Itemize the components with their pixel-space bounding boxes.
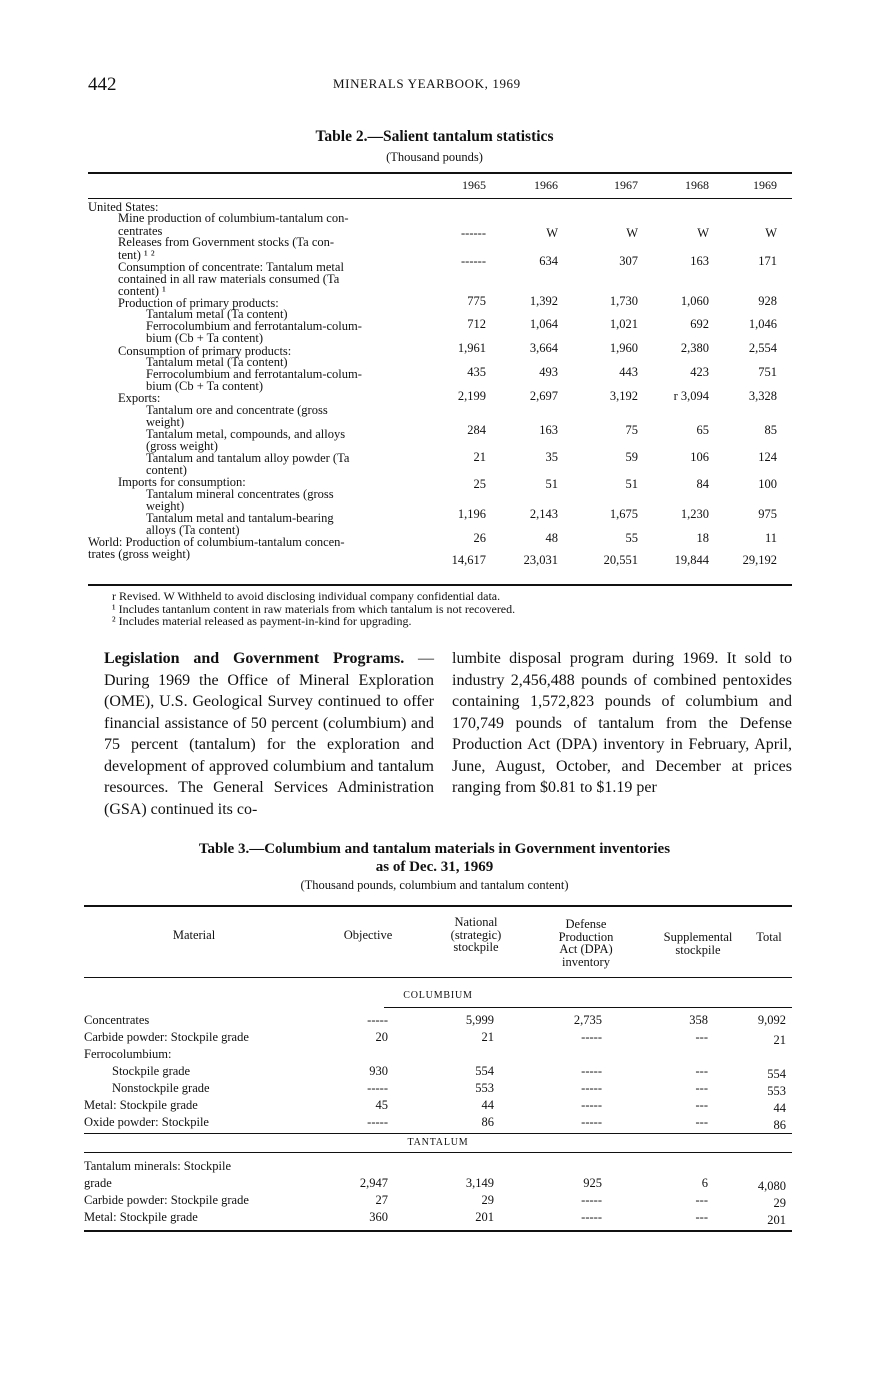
table-rule <box>88 172 792 174</box>
page-number: 442 <box>88 74 117 95</box>
table-cell: 775 <box>467 294 486 308</box>
table-cell: 20 <box>375 1030 388 1044</box>
footnote: ² Includes material released as payment-in-kind for upgrading. <box>112 614 412 628</box>
table-cell: W <box>765 226 777 240</box>
table-cell: 358 <box>689 1013 708 1027</box>
table-row-label: content) <box>146 463 187 477</box>
year-header: 1967 <box>614 178 638 192</box>
table-cell: ----- <box>367 1013 388 1027</box>
table-cell: 554 <box>767 1067 786 1081</box>
table-cell: 55 <box>625 531 638 545</box>
header-line: Supplemental <box>663 930 733 944</box>
table-cell: 163 <box>539 423 558 437</box>
table-cell: 1,730 <box>609 294 638 308</box>
table-row-label: United States: <box>88 200 159 214</box>
table-cell: 19,844 <box>674 553 709 567</box>
table-cell: ----- <box>581 1098 602 1112</box>
year-header: 1966 <box>534 178 558 192</box>
header-line: stockpile <box>453 940 499 954</box>
table-cell: 6 <box>701 1176 708 1190</box>
table-cell: --- <box>695 1081 708 1095</box>
table-cell: 11 <box>764 531 777 545</box>
table-cell: 9,092 <box>757 1013 786 1027</box>
header-line: Defense <box>565 917 607 931</box>
table-cell: 86 <box>481 1115 494 1129</box>
table-cell: 1,021 <box>609 317 638 331</box>
table-cell: 493 <box>539 365 558 379</box>
table-cell: 65 <box>696 423 709 437</box>
table-row-label: Tantalum ore and concentrate (gross <box>146 403 328 417</box>
table-cell: 1,064 <box>529 317 558 331</box>
table-cell: 443 <box>619 365 638 379</box>
table-row-label: alloys (Ta content) <box>146 523 240 537</box>
table-row-label: Mine production of columbium-tantalum con- <box>118 211 349 225</box>
table-cell: --- <box>695 1098 708 1112</box>
table-cell: 29 <box>481 1193 494 1207</box>
table-row-label: Ferrocolumbium and ferrotantalum-colum- <box>146 319 362 333</box>
col-header-material: Material <box>172 928 216 942</box>
table-row-label: Carbide powder: Stockpile grade <box>84 1030 249 1044</box>
table-row-label: Tantalum metal (Ta content) <box>146 355 288 369</box>
table-cell: 423 <box>690 365 709 379</box>
table-cell: --- <box>695 1115 708 1129</box>
table-cell: 18 <box>696 531 709 545</box>
col-header-national <box>430 916 522 954</box>
table-cell: 2,143 <box>529 507 558 521</box>
table-cell: --- <box>695 1193 708 1207</box>
table-row-label: weight) <box>146 499 185 513</box>
table-cell: 2,380 <box>680 341 709 355</box>
table-row-label: Ferrocolumbium: <box>84 1047 172 1061</box>
table-cell: 692 <box>690 317 709 331</box>
table-cell: ----- <box>367 1115 388 1129</box>
table-row-label: Imports for consumption: <box>118 475 246 489</box>
table2-footnotes <box>112 590 515 628</box>
table-cell: 925 <box>583 1176 602 1190</box>
table-cell: 360 <box>369 1210 388 1224</box>
table-cell: 75 <box>625 423 638 437</box>
header-line: inventory <box>562 954 610 969</box>
table-cell: 712 <box>467 317 486 331</box>
table-cell: 20,551 <box>603 553 638 567</box>
col-header-dpa <box>540 918 632 968</box>
table-cell: 2,735 <box>573 1013 602 1027</box>
table-row-label: content) ¹ <box>118 284 166 298</box>
table-row-label: Carbide powder: Stockpile grade <box>84 1193 249 1207</box>
table-cell: 51 <box>625 477 638 491</box>
table-cell: 930 <box>369 1064 388 1078</box>
table-cell: 1,960 <box>609 341 638 355</box>
table-cell: 1,196 <box>457 507 486 521</box>
table-cell: 86 <box>773 1118 786 1132</box>
table-cell: 1,230 <box>680 507 709 521</box>
table-row-label: trates (gross weight) <box>88 547 191 561</box>
table-cell: 44 <box>481 1098 494 1112</box>
table-cell: 44 <box>773 1101 786 1115</box>
table-cell: 553 <box>767 1084 786 1098</box>
table-row-label: Exports: <box>118 391 161 405</box>
table-row-label: Releases from Government stocks (Ta con- <box>118 235 335 249</box>
table-row-label: Stockpile grade <box>112 1064 191 1078</box>
table-cell: 2,199 <box>457 389 486 403</box>
footnote: r Revised. W Withheld to avoid disclosing individual company confidential data. <box>112 589 501 603</box>
table-cell: --- <box>695 1030 708 1044</box>
table3-subtitle: (Thousand pounds, columbium and tantalum content) <box>300 878 569 892</box>
table-row-label: contained in all raw materials consumed (Ta <box>118 272 340 286</box>
table-cell: ----- <box>581 1115 602 1129</box>
table-cell: 29 <box>773 1196 786 1210</box>
table-row-label: Metal: Stockpile grade <box>84 1210 198 1224</box>
table-rule <box>84 977 792 978</box>
table-row-label: Consumption of primary products: <box>118 344 292 358</box>
table-row-label: Tantalum mineral concentrates (gross <box>146 487 334 501</box>
running-head: MINERALS YEARBOOK, 1969 <box>333 76 521 91</box>
table-cell: 751 <box>758 365 777 379</box>
table-cell: --- <box>695 1064 708 1078</box>
table-cell: 124 <box>758 450 777 464</box>
table-cell: 634 <box>539 254 558 268</box>
table-rule <box>384 1007 792 1008</box>
table-cell: 21 <box>773 1033 786 1047</box>
table-cell: 85 <box>764 423 777 437</box>
table-rule <box>84 905 792 907</box>
col-header-supplemental <box>648 931 748 956</box>
table-row-label: World: Production of columbium-tantalum concen- <box>88 535 345 549</box>
table-cell: 1,675 <box>609 507 638 521</box>
table-rule <box>88 198 792 199</box>
table-cell: W <box>546 226 558 240</box>
table-cell: 4,080 <box>757 1179 786 1193</box>
table-cell: 553 <box>475 1081 494 1095</box>
table-row-label: bium (Cb + Ta content) <box>146 379 264 393</box>
table-cell: 554 <box>475 1064 494 1078</box>
table-cell: 100 <box>758 477 777 491</box>
table-cell: 29,192 <box>742 553 777 567</box>
table-cell: W <box>697 226 709 240</box>
table-row-label: Tantalum metal (Ta content) <box>146 307 288 321</box>
table-row-label: centrates <box>118 224 163 238</box>
table-cell: 21 <box>481 1030 494 1044</box>
table-cell: ----- <box>367 1081 388 1095</box>
table-row-label: weight) <box>146 415 185 429</box>
table-cell: 435 <box>467 365 486 379</box>
table-cell: ----- <box>581 1064 602 1078</box>
table-cell: 163 <box>690 254 709 268</box>
table-row-label: Tantalum metal and tantalum-bearing <box>146 511 334 525</box>
section-heading: Legislation and Government Programs. <box>104 650 405 667</box>
year-header: 1969 <box>753 178 777 192</box>
table-row-label: Oxide powder: Stockpile <box>84 1115 209 1129</box>
table-rule <box>84 1152 792 1153</box>
table-cell: ----- <box>581 1030 602 1044</box>
footnote: ¹ Includes tantanlum content in raw materials from which tantalum is not recovered. <box>112 601 516 616</box>
table-cell: 171 <box>758 254 777 268</box>
table-cell: 284 <box>467 423 486 437</box>
table-row-label: Production of primary products: <box>118 296 279 310</box>
table-cell: 23,031 <box>523 553 558 567</box>
table-cell: 27 <box>375 1193 388 1207</box>
table-cell: 2,697 <box>529 389 558 403</box>
table-cell: 3,149 <box>465 1176 494 1190</box>
table-cell: 3,328 <box>748 389 777 403</box>
header-line: Act (DPA) <box>559 942 613 956</box>
table3-title <box>0 840 869 876</box>
table-cell: W <box>626 226 638 240</box>
table-row-label: Ferrocolumbium and ferrotantalum-colum- <box>146 367 362 381</box>
table-cell: 3,192 <box>609 389 638 403</box>
table-cell: 1,961 <box>457 341 486 355</box>
table-cell: 975 <box>758 507 777 521</box>
section-label-columbium: COLUMBIUM <box>403 990 473 1001</box>
table3-title-line: as of Dec. 31, 1969 <box>375 859 494 875</box>
table-cell: 21 <box>473 450 486 464</box>
table-cell: 59 <box>625 450 638 464</box>
col-header-objective: Objective <box>343 928 393 942</box>
col-header-total: Total <box>756 930 782 944</box>
table-row-label: (gross weight) <box>146 439 218 453</box>
header-line: (strategic) <box>450 927 502 942</box>
table-cell: ----- <box>581 1193 602 1207</box>
table-cell: 48 <box>545 531 558 545</box>
table3-title-line: Table 3.—Columbium and tantalum materials in Government inventories <box>198 841 671 857</box>
table-row-label: Nonstockpile grade <box>112 1081 210 1095</box>
header-line: Production <box>558 929 614 944</box>
body-paragraph: lumbite disposal program during 1969. It sold to industry 2,456,488 pounds of combined pentoxides containing 1,572,823 pounds of columbium and 170,749 pounds of tantalum from the Defense Production Act (DPA) inventory in February, April, June, August, October, and December at prices ranging from $0.81 to $1.19 per <box>452 650 792 796</box>
table-cell: r 3,094 <box>673 389 709 403</box>
table-row-label: tent) ¹ ² <box>118 248 155 262</box>
table-cell: 2,554 <box>748 341 777 355</box>
body-paragraph: —During 1969 the Office of Mineral Exploration (OME), U.S. Geological Survey continued to offer financial assistance of 50 percent (columbium) and 75 percent (tantalum) for the exploration and development of approved columbium and tantalum resources. The General Services Administration (GSA) continued its co- <box>104 650 434 818</box>
body-column-right <box>452 648 792 799</box>
table2-title: Table 2.—Salient tantalum statistics <box>315 128 554 145</box>
header-line: National <box>454 915 498 929</box>
body-column-left <box>104 648 434 820</box>
section-label-tantalum: TANTALUM <box>407 1137 469 1148</box>
table-cell: 1,060 <box>680 294 709 308</box>
table-row-label: Consumption of concentrate: Tantalum metal <box>118 260 344 274</box>
page-header <box>88 74 792 94</box>
table-cell: 51 <box>545 477 558 491</box>
table-cell: 1,392 <box>529 294 558 308</box>
table-rule <box>84 1230 792 1232</box>
year-header: 1968 <box>685 178 709 192</box>
table-cell: 84 <box>696 477 709 491</box>
table-cell: ------ <box>461 226 486 240</box>
table-cell: ----- <box>581 1081 602 1095</box>
header-line: stockpile <box>675 942 721 957</box>
table-rule <box>84 1133 792 1134</box>
table-row-label: Tantalum and tantalum alloy powder (Ta <box>146 451 350 465</box>
table-cell: 201 <box>767 1213 786 1227</box>
table-cell: 928 <box>758 294 777 308</box>
table-cell: 106 <box>690 450 709 464</box>
table-cell: ----- <box>581 1210 602 1224</box>
table-cell: 201 <box>475 1210 494 1224</box>
table-cell: 3,664 <box>529 341 558 355</box>
table-cell: 5,999 <box>465 1013 494 1027</box>
table-row-label: Concentrates <box>84 1013 150 1027</box>
table-row-label: grade <box>84 1176 112 1190</box>
table-rule <box>88 584 792 586</box>
table-cell: ------ <box>461 254 486 268</box>
table-row-label: bium (Cb + Ta content) <box>146 331 264 345</box>
table-cell: 26 <box>473 531 486 545</box>
table-cell: 25 <box>473 477 486 491</box>
table-cell: 45 <box>375 1098 388 1112</box>
table-cell: 35 <box>545 450 558 464</box>
table-cell: 2,947 <box>359 1176 388 1190</box>
table2-subtitle: (Thousand pounds) <box>386 150 483 164</box>
year-header: 1965 <box>462 178 486 192</box>
table-cell: 307 <box>619 254 638 268</box>
table-cell: --- <box>695 1210 708 1224</box>
table-cell: 14,617 <box>451 553 486 567</box>
table-cell: 1,046 <box>748 317 777 331</box>
table-row-label: Tantalum metal, compounds, and alloys <box>146 427 346 441</box>
table-row-label: Metal: Stockpile grade <box>84 1098 198 1112</box>
table-row-label: Tantalum minerals: Stockpile <box>84 1159 232 1173</box>
